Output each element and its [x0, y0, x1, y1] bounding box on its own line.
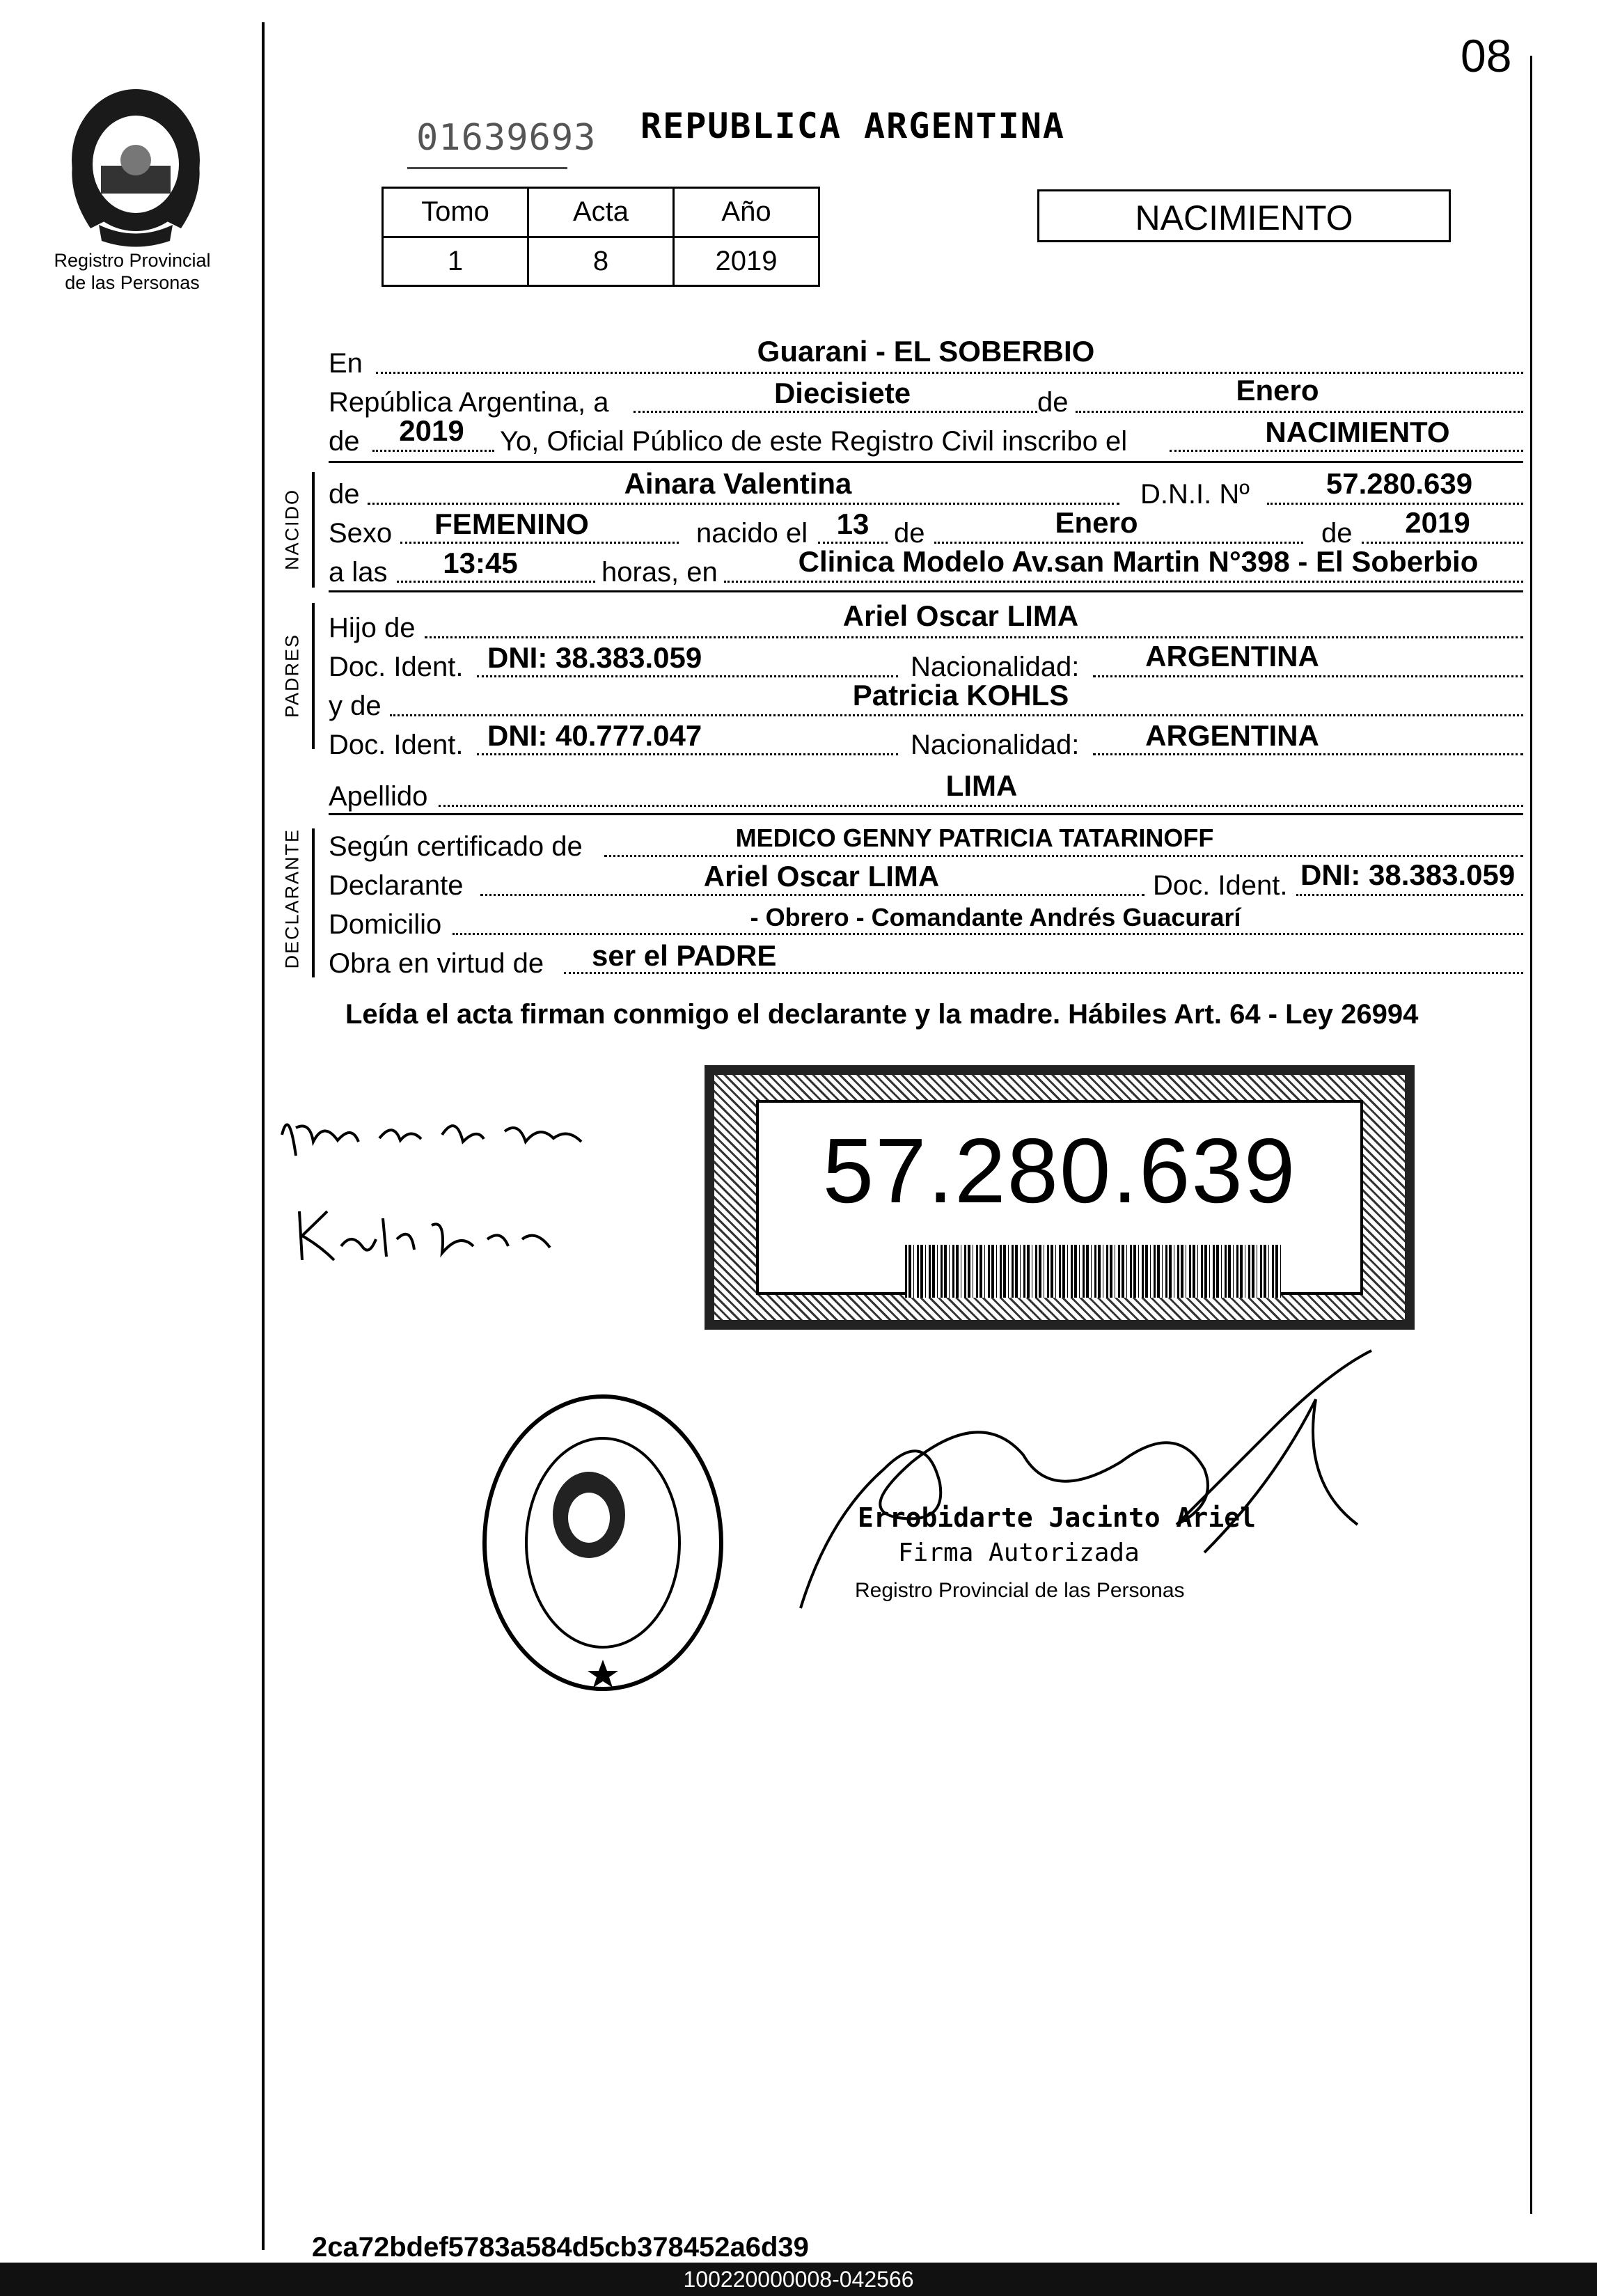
- record-table-header: Tomo: [383, 188, 528, 237]
- field-father-name: Ariel Oscar LIMA: [842, 599, 1079, 632]
- section-rule: [329, 813, 1523, 815]
- section-bar: [312, 828, 315, 977]
- dni-label-number: 57.280.639: [822, 1119, 1297, 1222]
- dotted-line: [1093, 675, 1523, 677]
- record-table-cell: 1: [383, 237, 528, 286]
- margin-rule: [262, 22, 265, 2250]
- label-en: En: [329, 348, 363, 379]
- label-doc-ident: Doc. Ident.: [1153, 870, 1288, 901]
- signature-mother: [292, 1197, 571, 1267]
- dotted-line: [604, 855, 1523, 857]
- field-year: 2019: [399, 414, 464, 447]
- label-y-de: y de: [329, 691, 381, 721]
- label-nacionalidad: Nacionalidad:: [911, 652, 1080, 682]
- registry-caption-line: de las Personas: [65, 272, 200, 293]
- label-domicilio: Domicilio: [329, 909, 442, 940]
- field-day-word: Diecisiete: [773, 377, 911, 409]
- field-declarant-doc: DNI: 38.383.059: [1300, 858, 1516, 891]
- label-doc-ident: Doc. Ident.: [329, 730, 464, 760]
- field-sex: FEMENINO: [434, 508, 589, 540]
- label-de: de: [1037, 387, 1069, 418]
- label-declarante: Declarante: [329, 870, 464, 901]
- field-surname: LIMA: [945, 769, 1018, 802]
- dotted-line: [477, 753, 898, 755]
- field-father-nationality: ARGENTINA: [1145, 640, 1319, 673]
- official-role: Firma Autorizada: [898, 1539, 1140, 1567]
- dotted-line: [376, 372, 1523, 374]
- field-month: Enero: [1236, 374, 1319, 407]
- dotted-line: [1170, 450, 1523, 452]
- label-doc-ident: Doc. Ident.: [329, 652, 464, 682]
- footer-hash: 2ca72bdef5783a584d5cb378452a6d39: [312, 2232, 809, 2263]
- field-mother-nationality: ARGENTINA: [1145, 719, 1319, 752]
- label-de: de: [1321, 518, 1353, 549]
- section-label-declarante: DECLARANTE: [281, 828, 303, 969]
- section-label-padres: PADRES: [281, 633, 303, 718]
- registry-caption-line: Registro Provincial: [54, 250, 211, 271]
- field-mother-doc: DNI: 40.777.047: [487, 719, 702, 752]
- registry-caption: [28, 249, 237, 294]
- label-apellido: Apellido: [329, 781, 428, 812]
- dotted-line: [724, 581, 1523, 583]
- dotted-line: [477, 675, 898, 677]
- field-mother-name: Patricia KOHLS: [852, 679, 1069, 711]
- field-father-doc: DNI: 38.383.059: [487, 641, 702, 674]
- record-table-header: Año: [674, 188, 819, 237]
- field-day: 13: [836, 508, 870, 540]
- section-rule: [329, 590, 1523, 592]
- dotted-line: [634, 411, 1037, 413]
- dotted-line: [1076, 411, 1523, 413]
- field-declarant-name: Ariel Oscar LIMA: [703, 860, 940, 893]
- signature-declarant: [275, 1093, 623, 1170]
- serial-underline: [407, 167, 567, 169]
- dotted-line: [1267, 503, 1523, 505]
- field-act-type: NACIMIENTO: [1265, 416, 1450, 448]
- section-rule: [329, 461, 1523, 463]
- record-table: [381, 187, 820, 287]
- dotted-line: [564, 972, 1523, 974]
- province-emblem: [49, 82, 223, 249]
- dni-barcode: [905, 1245, 1281, 1298]
- label-de: de: [894, 518, 925, 549]
- footer-code: 100220000008-042566: [683, 2267, 914, 2292]
- section-bar: [312, 603, 315, 749]
- label-obra: Obra en virtud de: [329, 948, 544, 979]
- dotted-line: [1296, 894, 1523, 896]
- dotted-line: [390, 714, 1523, 716]
- field-reason: ser el PADRE: [592, 939, 777, 972]
- dotted-line: [818, 542, 888, 544]
- dotted-line: [934, 542, 1303, 544]
- dni-label-box: [705, 1065, 1415, 1330]
- label-horas-en: horas, en: [601, 557, 718, 588]
- field-year: 2019: [1405, 506, 1470, 539]
- dotted-line: [425, 636, 1523, 638]
- footer-bar: [0, 2263, 1597, 2296]
- right-margin-rule: [1530, 56, 1532, 2214]
- label-nacido-el: nacido el: [696, 518, 808, 549]
- label-inscribe: Yo, Oficial Público de este Registro Civil inscribo el: [500, 426, 1128, 457]
- closing-text: Leída el acta firman conmigo el declarante y la madre. Hábiles Art. 64 - Ley 26994: [345, 999, 1419, 1030]
- dni-label-inner: [756, 1100, 1363, 1295]
- field-dni: 57.280.639: [1325, 467, 1473, 500]
- dotted-line: [1362, 542, 1523, 544]
- label-republica: República Argentina, a: [329, 387, 609, 418]
- dotted-line: [372, 450, 494, 452]
- page-number: 08: [1461, 30, 1512, 81]
- field-name: Ainara Valentina: [624, 467, 852, 500]
- record-table-header: Acta: [528, 188, 674, 237]
- field-time: 13:45: [443, 547, 518, 579]
- dotted-line: [439, 805, 1523, 807]
- label-certificado: Según certificado de: [329, 831, 583, 862]
- serial-number: 01639693: [416, 117, 597, 159]
- official-office: Registro Provincial de las Personas: [855, 1579, 1185, 1602]
- section-label-nacido: NACIDO: [281, 489, 303, 571]
- dotted-line: [480, 894, 1144, 896]
- label-nacionalidad: Nacionalidad:: [911, 730, 1080, 760]
- dotted-line: [397, 581, 595, 583]
- field-place: Guarani - EL SOBERBIO: [757, 335, 1095, 368]
- registry-seal: [478, 1390, 728, 1696]
- dotted-line: [368, 503, 1119, 505]
- label-a-las: a las: [329, 557, 388, 588]
- dotted-line: [1093, 753, 1523, 755]
- record-type-box: NACIMIENTO: [1037, 189, 1451, 242]
- label-hijo-de: Hijo de: [329, 613, 416, 643]
- official-name: Errobidarte Jacinto Ariel: [858, 1502, 1256, 1533]
- dotted-line: [400, 542, 679, 544]
- dotted-line: [453, 933, 1523, 935]
- label-dni: D.N.I. Nº: [1140, 479, 1250, 510]
- field-birth-place: Clinica Modelo Av.san Martin N°398 - El Soberbio: [798, 545, 1479, 578]
- field-certificate: MEDICO GENNY PATRICIA TATARINOFF: [735, 824, 1214, 852]
- label-de: de: [329, 479, 360, 510]
- field-address: - Obrero - Comandante Andrés Guacurarí: [750, 903, 1241, 931]
- record-table-cell: 8: [528, 237, 674, 286]
- section-bar: [312, 472, 315, 588]
- label-sexo: Sexo: [329, 518, 393, 549]
- label-de: de: [329, 426, 360, 457]
- field-month: Enero: [1055, 506, 1138, 539]
- record-table-cell: 2019: [674, 237, 819, 286]
- country-title: REPUBLICA ARGENTINA: [640, 106, 1065, 146]
